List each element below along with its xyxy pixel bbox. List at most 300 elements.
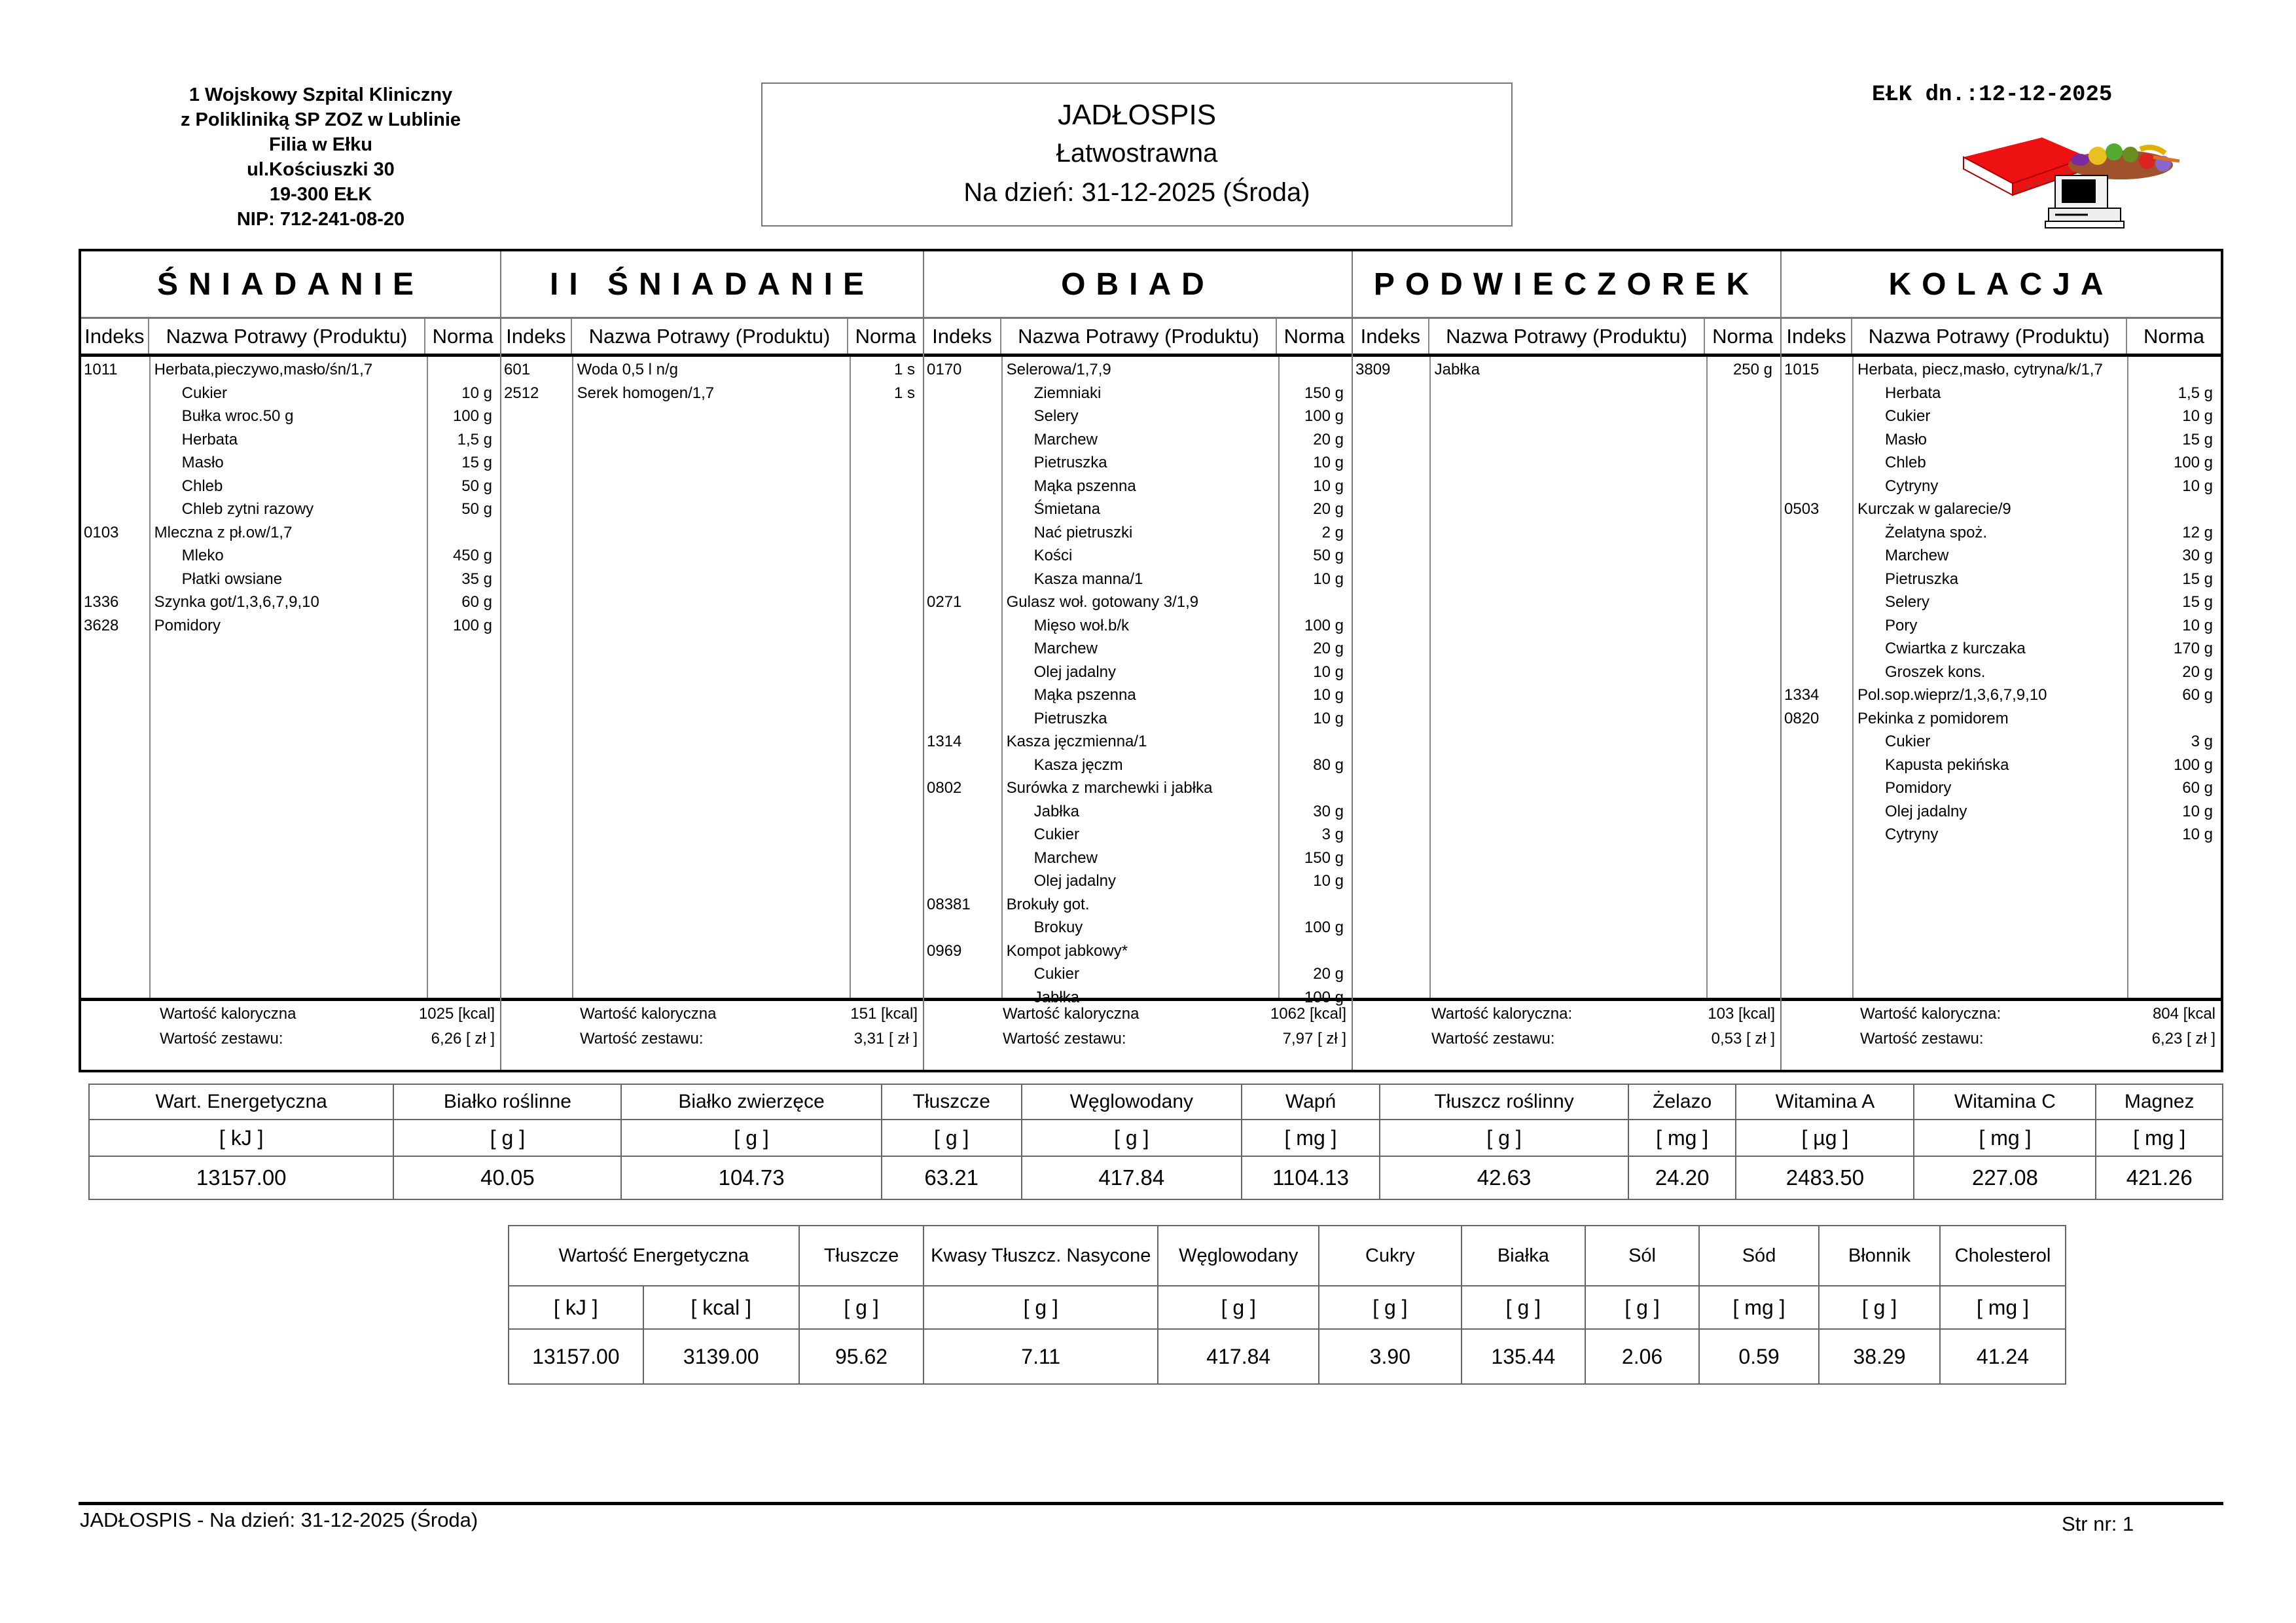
ingredient-name: Żelatyna spoż.: [1885, 523, 1988, 541]
ingredient-name: Masło: [181, 454, 224, 471]
dish-index: [924, 916, 1001, 939]
dish-index: [924, 823, 1001, 847]
dish-index: 0271: [927, 593, 962, 611]
ingredient-name: Chleb: [181, 477, 223, 495]
column-header-index: Indeks: [81, 319, 149, 354]
norm-amount: 100 g: [452, 616, 492, 634]
meal-items: [81, 357, 500, 1001]
meal-title: ŚNIADANIE: [81, 251, 500, 319]
dish-row: [1353, 358, 1780, 382]
column-header-row: [501, 319, 923, 357]
norm-amount: 10 g: [1313, 663, 1344, 681]
dish-index: 1336: [84, 593, 119, 611]
nutrient-header: Tłuszcz roślinny: [1380, 1084, 1628, 1120]
ingredient-name: Cytryny: [1885, 477, 1939, 495]
set-price-value: 6,26 [ zł ]: [431, 1030, 495, 1048]
column-header-index: Indeks: [1782, 319, 1852, 354]
dish-index: [924, 614, 1001, 638]
nutrient-header: Cukry: [1319, 1226, 1461, 1286]
ingredient-row: [924, 498, 1352, 521]
ingredient-row: [1782, 776, 2221, 800]
nutrient-value: 13157.00: [89, 1156, 393, 1199]
meal-items: [501, 357, 923, 1001]
ingredient-name: Cukier: [1033, 965, 1079, 983]
nutrient-unit: [ kJ ]: [509, 1286, 643, 1329]
norm-amount: 50 g: [461, 477, 492, 495]
ingredient-row: [924, 661, 1352, 684]
dish-row: [924, 730, 1352, 754]
ingredient-row: [1782, 754, 2221, 777]
column-header-row: [1782, 319, 2221, 357]
norm-amount: [1277, 358, 1352, 382]
menu-date: Na dzień: 31-12-2025 (Środa): [963, 178, 1310, 207]
calorie-value: 151 [kcal]: [850, 1005, 918, 1023]
norm-amount: 450 g: [452, 547, 492, 564]
dish-index: [924, 405, 1001, 428]
nutrient-value: 2.06: [1585, 1329, 1699, 1384]
column-divider: [850, 357, 851, 998]
dish-index: [924, 800, 1001, 824]
ingredient-row: [1782, 451, 2221, 475]
dish-name: Kompot jabkowy*: [1006, 941, 1128, 960]
norm-amount: 10 g: [1313, 872, 1344, 890]
ingredient-name: Masło: [1885, 430, 1928, 448]
org-line: z Polikliniką SP ZOZ w Lublinie: [180, 109, 461, 130]
dish-name: Surówka z marchewki i jabłka: [1006, 779, 1213, 797]
ingredient-row: [924, 847, 1352, 870]
set-price-value: 3,31 [ zł ]: [853, 1030, 918, 1048]
column-header-norm: Norma: [432, 324, 493, 348]
dish-row: [501, 358, 923, 382]
diet-name: Łatwostrawna: [1056, 139, 1218, 168]
ingredient-row: [1782, 591, 2221, 614]
column-header-name: Nazwa Potrawy (Produktu): [572, 319, 849, 354]
meal-title: II ŚNIADANIE: [501, 251, 923, 319]
dish-index: [924, 475, 1001, 498]
norm-amount: 1,5 g: [457, 430, 492, 448]
ingredient-row: [924, 568, 1352, 591]
nutrient-header: Białko roślinne: [393, 1084, 621, 1120]
dish-row: [924, 776, 1352, 800]
meal-items: [1782, 357, 2221, 1001]
nutrient-value: 104.73: [621, 1156, 881, 1199]
ingredient-name: Groszek kons.: [1885, 663, 1986, 681]
meal-summary: [924, 1001, 1352, 1067]
norm-amount: 10 g: [1313, 686, 1344, 704]
column-header-index: Indeks: [1353, 319, 1429, 354]
ingredient-row: [1782, 730, 2221, 754]
dish-index: [1782, 382, 1852, 405]
ingredient-name: Pomidory: [1885, 779, 1952, 797]
ingredient-name: Ziemniaki: [1033, 384, 1102, 402]
dish-index: [924, 428, 1001, 452]
dish-index: 601: [504, 361, 531, 378]
norm-amount: 20 g: [1313, 430, 1344, 448]
nutrient-value: 63.21: [882, 1156, 1022, 1199]
calorie-label: Wartość kaloryczna:: [1431, 1005, 1573, 1023]
meal-section-podwieczorek: [1353, 251, 1782, 1070]
nutrient-unit: [ g ]: [1022, 1120, 1242, 1156]
nutrient-unit: [ g ]: [799, 1286, 924, 1329]
nutrient-value: 7.11: [924, 1329, 1158, 1384]
dish-index: 0820: [1784, 709, 1820, 727]
dish-index: [81, 498, 149, 521]
ingredient-row: [924, 521, 1352, 545]
org-line: 19-300 EŁK: [269, 184, 372, 205]
calorie-label: Wartość kaloryczna: [580, 1005, 717, 1023]
set-price-label: Wartość zestawu:: [160, 1030, 283, 1048]
column-header-row: [81, 319, 500, 357]
calorie-value: 804 [kcal: [2152, 1005, 2215, 1023]
norm-amount: 60 g: [461, 593, 492, 611]
nutrient-unit: [ g ]: [1380, 1120, 1628, 1156]
dish-index: [1782, 475, 1852, 498]
dish-index: 0503: [1784, 500, 1820, 518]
norm-amount: [1277, 730, 1352, 754]
dish-name: Herbata, piecz,masło, cytryna/k/1,7: [1857, 361, 2103, 378]
dish-index: [924, 847, 1001, 870]
ingredient-row: [924, 451, 1352, 475]
nutrient-unit: [ g ]: [1585, 1286, 1699, 1329]
norm-amount: 30 g: [2182, 547, 2213, 564]
dish-row: [1782, 358, 2221, 382]
ingredient-row: [1782, 568, 2221, 591]
nutrient-unit: [ mg ]: [1628, 1120, 1736, 1156]
ingredient-name: Selery: [1033, 407, 1079, 425]
org-line: ul.Kościuszki 30: [247, 159, 395, 180]
ingredient-name: Jabłka: [1033, 988, 1079, 1006]
dish-index: 3628: [84, 616, 119, 634]
ingredient-name: Chleb zytni razowy: [181, 500, 314, 518]
dish-index: [81, 428, 149, 452]
ingredient-name: Marchew: [1033, 430, 1098, 448]
dish-index: [1782, 637, 1852, 661]
norm-amount: 10 g: [2182, 826, 2213, 843]
nutrient-value: 227.08: [1914, 1156, 2096, 1199]
norm-amount: 150 g: [1304, 848, 1344, 867]
ingredient-name: Cukier: [1885, 733, 1931, 750]
footer-rule: [79, 1502, 2223, 1505]
nutrient-header: Białka: [1462, 1226, 1586, 1286]
dish-index: [924, 568, 1001, 591]
norm-amount: 20 g: [2182, 663, 2213, 681]
norm-amount: 15 g: [461, 454, 492, 471]
ingredient-name: Mąka pszenna: [1033, 477, 1136, 495]
nutrient-header: Wapń: [1242, 1084, 1380, 1120]
dish-index: [924, 661, 1001, 684]
column-header-name: Nazwa Potrawy (Produktu): [1429, 319, 1706, 354]
ingredient-name: Pietruszka: [1033, 454, 1107, 471]
nutrient-unit: [ g ]: [1462, 1286, 1586, 1329]
ingredient-row: [924, 475, 1352, 498]
ingredient-row: [924, 916, 1352, 939]
norm-amount: 100 g: [1304, 616, 1344, 634]
dish-index: [1782, 568, 1852, 591]
dish-index: [924, 544, 1001, 568]
dish-index: [81, 544, 149, 568]
norm-amount: [2127, 498, 2221, 521]
ingredient-name: Pory: [1885, 616, 1918, 634]
ingredient-row: [924, 405, 1352, 428]
dish-index: [1782, 544, 1852, 568]
nutrient-unit: [ g ]: [1819, 1286, 1940, 1329]
nutrient-header: Witamina C: [1914, 1084, 2096, 1120]
norm-amount: 80 g: [1313, 756, 1344, 774]
nutrition-summary-table: [88, 1084, 2223, 1200]
norm-amount: 10 g: [2182, 616, 2213, 634]
ingredient-row: [924, 869, 1352, 893]
nutrient-header: Sól: [1585, 1226, 1699, 1286]
nutrient-value: 421.26: [2096, 1156, 2223, 1199]
calorie-value: 1025 [kcal]: [418, 1005, 495, 1023]
dish-name: Gulasz woł. gotowany 3/1,9: [1006, 593, 1199, 611]
ingredient-name: Pietruszka: [1033, 709, 1107, 727]
norm-amount: 60 g: [2182, 686, 2213, 704]
nutrient-value: 135.44: [1462, 1329, 1586, 1384]
norm-amount: 60 g: [2182, 779, 2213, 797]
nutrient-header: Węglowodany: [1158, 1226, 1319, 1286]
dish-name: Herbata,pieczywo,masło/śn/1,7: [154, 361, 373, 378]
dish-name: Szynka got/1,3,6,7,9,10: [154, 593, 319, 611]
set-price-value: 0,53 [ zł ]: [1711, 1030, 1775, 1048]
ingredient-row: [81, 382, 500, 405]
nutrient-value: 38.29: [1819, 1329, 1940, 1384]
dish-name: Kasza jęczmienna/1: [1006, 733, 1147, 750]
norm-amount: 10 g: [461, 384, 492, 402]
column-header-name: Nazwa Potrawy (Produktu): [1852, 319, 2127, 354]
set-price-label: Wartość zestawu:: [1003, 1030, 1126, 1048]
dish-index: [1782, 661, 1852, 684]
nutrient-unit: [ g ]: [393, 1120, 621, 1156]
ingredient-row: [81, 451, 500, 475]
dish-index: [1782, 405, 1852, 428]
nutrient-unit: [ µg ]: [1736, 1120, 1914, 1156]
nutrient-header: Cholesterol: [1940, 1226, 2066, 1286]
dish-index: [81, 568, 149, 591]
nutrient-header: Tłuszcze: [882, 1084, 1022, 1120]
dish-index: [81, 475, 149, 498]
dish-index: 0969: [927, 941, 962, 960]
norm-amount: 170 g: [2173, 640, 2213, 657]
ingredient-name: Cukier: [1885, 407, 1931, 425]
dish-name: Serek homogen/1,7: [577, 384, 715, 402]
column-header-index: Indeks: [501, 319, 572, 354]
column-header-index: Indeks: [924, 319, 1001, 354]
norm-amount: [2127, 707, 2221, 731]
dish-name: Pomidory: [154, 616, 221, 634]
menu-table: [79, 249, 2223, 1072]
dish-index: 0170: [927, 361, 962, 378]
dish-index: 1015: [1784, 361, 1820, 378]
norm-amount: 100 g: [2173, 454, 2213, 471]
nutrient-header: Węglowodany: [1022, 1084, 1242, 1120]
page-number: Str nr: 1: [2062, 1512, 2134, 1535]
dish-row: [924, 591, 1352, 614]
dish-index: 0103: [84, 523, 119, 541]
issue-date: EŁK dn.:12-12-2025: [1872, 82, 2113, 107]
norm-amount: [1277, 591, 1352, 614]
column-header-name: Nazwa Potrawy (Produktu): [149, 319, 426, 354]
dish-index: [1782, 754, 1852, 777]
ingredient-row: [1782, 405, 2221, 428]
ingredient-name: Kości: [1033, 547, 1073, 564]
ingredient-row: [81, 568, 500, 591]
dish-name: Woda 0,5 l n/g: [577, 361, 678, 378]
norm-amount: 10 g: [1313, 709, 1344, 727]
ingredient-name: Cwiartka z kurczaka: [1885, 640, 2026, 657]
ingredient-row: [924, 684, 1352, 707]
norm-amount: 1 s: [893, 384, 915, 402]
nutrient-header: Witamina A: [1736, 1084, 1914, 1120]
norm-amount: [1277, 776, 1352, 800]
dish-index: 0802: [927, 779, 962, 797]
nutrient-header: Żelazo: [1628, 1084, 1736, 1120]
nutrient-header: Wart. Energetyczna: [89, 1084, 393, 1120]
dish-index: [924, 684, 1001, 707]
ingredient-row: [81, 475, 500, 498]
dish-row: [81, 358, 500, 382]
nutrient-unit: [ mg ]: [2096, 1120, 2223, 1156]
nutrient-unit: [ mg ]: [1914, 1120, 2096, 1156]
dish-index: [924, 869, 1001, 893]
norm-amount: 1,5 g: [2178, 384, 2213, 402]
column-header-norm: Norma: [855, 324, 916, 348]
meal-section-obiad: [924, 251, 1353, 1070]
ingredient-row: [1782, 661, 2221, 684]
nutrient-header: Tłuszcze: [799, 1226, 924, 1286]
nutrient-value: 13157.00: [509, 1329, 643, 1384]
dish-index: [924, 754, 1001, 777]
dish-name: Brokuły got.: [1006, 895, 1090, 913]
ingredient-row: [81, 428, 500, 452]
dish-index: [924, 521, 1001, 545]
norm-amount: [425, 521, 500, 545]
meal-section-kolacja: [1782, 251, 2221, 1070]
meal-items: [1353, 357, 1780, 1001]
ingredient-name: Mąka pszenna: [1033, 686, 1136, 704]
ingredient-name: Brokuy: [1033, 919, 1083, 936]
ingredient-name: Marchew: [1033, 640, 1098, 657]
ingredient-name: Cytryny: [1885, 826, 1939, 843]
nutrient-value: 0.59: [1699, 1329, 1819, 1384]
ingredient-name: Bułka wroc.50 g: [181, 407, 294, 425]
norm-amount: 50 g: [461, 500, 492, 518]
ingredient-row: [81, 498, 500, 521]
org-line: NIP: 712-241-08-20: [236, 209, 405, 230]
ingredient-row: [1782, 637, 2221, 661]
meal-title: KOLACJA: [1782, 251, 2221, 319]
ingredient-name: Śmietana: [1033, 500, 1100, 518]
title-box: [761, 82, 1513, 227]
dish-index: 3809: [1355, 361, 1391, 378]
set-price-label: Wartość zestawu:: [1431, 1030, 1555, 1048]
ingredient-row: [924, 544, 1352, 568]
dish-index: [924, 382, 1001, 405]
ingredient-row: [1782, 475, 2221, 498]
norm-amount: [1277, 939, 1352, 963]
set-price-label: Wartość zestawu:: [580, 1030, 704, 1048]
set-price-value: 6,23 [ zł ]: [2151, 1030, 2215, 1048]
norm-amount: 12 g: [2182, 523, 2213, 541]
norm-amount: 20 g: [1313, 500, 1344, 518]
ingredient-row: [1782, 382, 2221, 405]
ingredient-row: [924, 707, 1352, 731]
dish-name: Mleczna z pł.ow/1,7: [154, 523, 293, 541]
meal-summary: [1782, 1001, 2221, 1067]
dish-row: [501, 382, 923, 405]
column-divider: [1706, 357, 1708, 998]
meal-title: OBIAD: [924, 251, 1352, 319]
nutrient-unit: [ g ]: [882, 1120, 1022, 1156]
column-header-row: [1353, 319, 1780, 357]
norm-amount: [1277, 893, 1352, 917]
energy-header: Wartość Energetyczna: [509, 1226, 799, 1286]
nutrient-header: Magnez: [2096, 1084, 2223, 1120]
set-price-value: 7,97 [ zł ]: [1282, 1030, 1346, 1048]
norm-amount: 100 g: [1304, 919, 1344, 936]
ingredient-row: [924, 962, 1352, 986]
ingredient-name: Mięso woł.b/k: [1033, 616, 1129, 634]
column-header-norm: Norma: [2143, 324, 2204, 348]
dish-row: [81, 614, 500, 638]
dish-index: [1782, 591, 1852, 614]
dish-index: 1334: [1784, 686, 1820, 704]
nutrient-value: 2483.50: [1736, 1156, 1914, 1199]
norm-amount: 10 g: [2182, 802, 2213, 820]
dish-index: [924, 962, 1001, 986]
nutrient-value: 41.24: [1940, 1329, 2066, 1384]
norm-amount: 10 g: [1313, 454, 1344, 471]
nutrient-value: 3139.00: [643, 1329, 799, 1384]
dish-row: [1782, 684, 2221, 707]
norm-amount: 3 g: [2191, 733, 2213, 750]
ingredient-name: Olej jadalny: [1885, 802, 1967, 820]
norm-amount: 20 g: [1313, 640, 1344, 657]
ingredient-name: Selery: [1885, 593, 1930, 611]
meal-items: [924, 357, 1352, 1006]
nutrient-unit: [ g ]: [1319, 1286, 1461, 1329]
column-header-row: [924, 319, 1352, 357]
org-line: Filia w Ełku: [269, 134, 372, 155]
norm-amount: 1 s: [893, 361, 915, 378]
ingredient-row: [924, 754, 1352, 777]
nutrient-value: 417.84: [1022, 1156, 1242, 1199]
calorie-label: Wartość kaloryczna: [1003, 1005, 1139, 1023]
meal-title: PODWIECZOREK: [1353, 251, 1780, 319]
nutrient-unit: [ mg ]: [1242, 1120, 1380, 1156]
ingredient-row: [924, 823, 1352, 847]
column-divider: [1429, 357, 1431, 998]
nutrient-value: 1104.13: [1242, 1156, 1380, 1199]
nutrient-header: Błonnik: [1819, 1226, 1940, 1286]
norm-amount: 100 g: [1304, 988, 1344, 1006]
column-divider: [572, 357, 573, 998]
norm-amount: 10 g: [2182, 407, 2213, 425]
ingredient-name: Kasza manna/1: [1033, 570, 1143, 588]
dish-name: Pol.sop.wieprz/1,3,6,7,9,10: [1857, 686, 2047, 704]
dish-name: Jabłka: [1434, 361, 1480, 378]
dish-row: [81, 521, 500, 545]
nutrient-header: Białko zwierzęce: [621, 1084, 881, 1120]
dish-row: [1782, 707, 2221, 731]
nutrient-value: 42.63: [1380, 1156, 1628, 1199]
ingredient-name: Herbata: [181, 430, 238, 448]
dish-row: [924, 893, 1352, 917]
dish-index: [924, 637, 1001, 661]
norm-amount: 100 g: [452, 407, 492, 425]
page-footer-title: JADŁOSPIS - Na dzień: 31-12-2025 (Środa): [80, 1508, 478, 1531]
ingredient-row: [81, 405, 500, 428]
